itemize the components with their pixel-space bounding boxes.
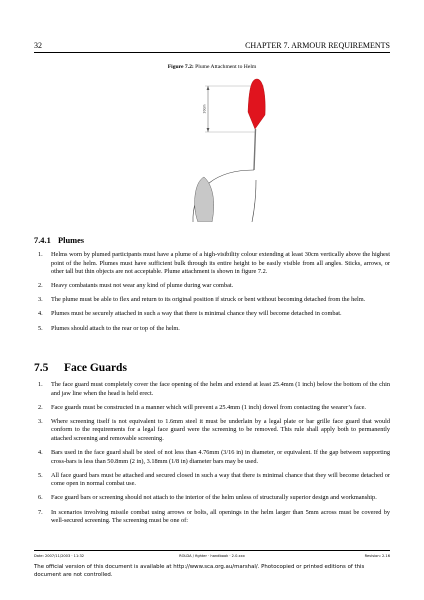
figure-title: Plume Attachment to Helm: [195, 64, 257, 70]
item-text: Heavy combatants must not wear any kind of plume during war combat.: [51, 282, 234, 290]
dimension-label: 30cm: [202, 104, 207, 114]
helm-front: [252, 180, 256, 222]
footer-revision: Revision: 2.16: [364, 554, 390, 558]
item-number: 7.: [38, 508, 43, 516]
section-title: Plumes: [58, 236, 85, 245]
item-text: Face guards must be constructed in a manner which will prevent a 25.4mm (1 inch) dowel from contacting the wearer’s face.: [51, 403, 366, 411]
list-item: [34, 325, 390, 334]
plume-stem: [254, 129, 256, 170]
plume-figure: [156, 72, 271, 222]
footer-rule: [34, 550, 390, 551]
section-heading-face-guards: [34, 362, 127, 374]
item-number: 3.: [38, 296, 43, 304]
item-text: The plume must be able to flex and return to its original position if struck or bent without becoming detached from the helm.: [51, 296, 366, 304]
header-rule: [34, 52, 390, 53]
footer-date: Date: 2007/11/2003 · 11:32: [34, 554, 85, 558]
figure-label: Figure 7.2:: [167, 64, 194, 70]
section-title: Face Guards: [64, 362, 127, 374]
figure-caption: [34, 64, 390, 70]
list-item: [34, 472, 390, 489]
item-number: 1.: [38, 251, 43, 258]
list-item: [34, 251, 390, 277]
item-text: Bars used in the face guard shall be steel of not less than 4.76mm (3/16 in) in diameter, or equivalent. If the gap between supporting cross-bars is less than 50.8mm (2 in), 3.18mm (1/8 in) diameter bars may be used.: [51, 449, 390, 465]
arrow-up: [207, 86, 210, 90]
section-heading-plumes: [34, 236, 84, 245]
item-number: 2.: [38, 403, 43, 411]
item-number: 6.: [38, 494, 43, 502]
item-text: All face guard bars must be attached and secured closed in such a way that there is minimal chance that they will become detached or come open in normal combat use.: [51, 471, 390, 488]
list-item: [34, 282, 390, 291]
list-item: [34, 449, 390, 466]
official-version-notice: The official version of this document is available at http://www.sca.org.au/marshal/. Photocopied or printed editions of this document are not controlled.: [34, 564, 365, 578]
list-item: [34, 509, 390, 526]
item-text: Where screening itself is not equivalent to 1.6mm steel it must be underlain by a legal plate or bar grille face guard that would conform to the requirements for a legal face guard were the screening to be removed. This rule shall apply both to permanently attached screening and removable screening.: [51, 417, 390, 442]
footer-document-id: ROLDA / fighter · handbook · 2.0.xxx: [179, 554, 245, 558]
face-guards-list: [34, 381, 390, 531]
item-number: 3.: [38, 417, 43, 425]
item-text: Plumes must be securely attached in such a way that there is minimal chance they will become detached in combat.: [51, 310, 342, 318]
list-item: [34, 494, 390, 503]
document-page: [34, 0, 390, 600]
item-text: The face guard must completely cover the face opening of the helm and extend at least 25.4mm (1 inch) below the bottom of the chin and jaw line when the head is held erect.: [51, 381, 390, 397]
item-number: 5.: [38, 471, 43, 479]
plume: [248, 79, 265, 129]
item-text: In scenarios involving missile combat using arrows or bolts, all openings in the helm larger than 5mm across must be covered by well-secured screening. The screening must be one of:: [51, 508, 390, 525]
list-item: [34, 404, 390, 413]
page-number: 32: [34, 41, 42, 50]
section-number: 7.4.1: [34, 236, 51, 245]
list-item: [34, 296, 390, 305]
item-number: 1.: [38, 381, 43, 388]
chapter-title: CHAPTER 7. ARMOUR REQUIREMENTS: [245, 41, 390, 50]
plumes-list: [34, 251, 390, 339]
list-item: [34, 381, 390, 398]
item-number: 2.: [38, 282, 43, 290]
list-item: [34, 310, 390, 319]
face-guard: [195, 177, 214, 222]
item-text: Plumes should attach to the rear or top of the helm.: [51, 324, 180, 332]
section-number: 7.5: [34, 362, 49, 374]
item-text: Helms worn by plumed participants must have a plume of a high-visibility colour extending at least 30cm vertically above the highest point of the helm. Plumes must have sufficient bulk through its entire height to be easily visible from all angles. Sticks, arrows, or other tall but thin objects are not acceptable. Plume attachment is shown in figure 7.2.: [51, 251, 390, 276]
arrow-down: [207, 128, 210, 132]
item-number: 4.: [38, 449, 43, 457]
list-item: [34, 418, 390, 444]
item-text: Face guard bars or screening should not attach to the interior of the helm unless of structurally superior design and workmanship.: [51, 494, 377, 502]
item-number: 4.: [38, 310, 43, 318]
item-number: 5.: [38, 324, 43, 332]
